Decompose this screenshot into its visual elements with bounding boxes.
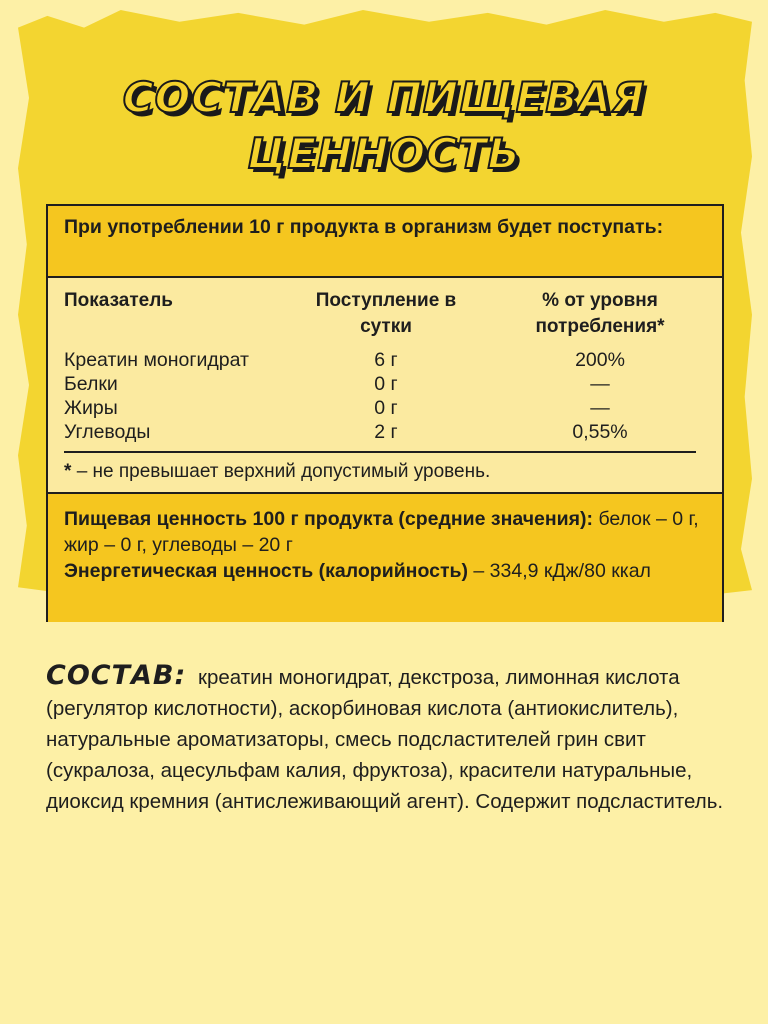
intake-table [48,348,722,444]
energy-value: – 334,9 кДж/80 ккал [473,560,651,582]
row-percent: — [590,397,610,419]
title-line-2: ЦЕННОСТЬ [247,129,521,178]
title-line-1: СОСТАВ И ПИЩЕВАЯ [122,73,646,122]
column-header-indicator: Показатель [64,290,173,311]
nutrition-label: Пищевая ценность 100 г продукта (средние значения): [64,508,594,530]
table-row [48,396,722,420]
row-indicator: Углеводы [64,421,151,443]
row-intake: 2 г [374,421,398,443]
intake-header-text: При употреблении 10 г продукта в организм будет поступать: [64,216,664,238]
row-intake: 0 г [374,397,398,419]
composition-label: СОСТАВ: [46,660,187,691]
row-intake: 0 г [374,373,398,395]
nutrition-value-block [48,492,722,622]
composition-section [46,660,726,817]
energy-label: Энергетическая ценность (калорийность) [64,560,468,582]
composition-text: креатин моногидрат, декстроза, лимонная кислота (регулятор кислотности), аскорбиновая кислота (антиокислитель), натуральные ароматизаторы, смесь подсластителей грин свит (сукралоза, ацесульфам калия, фруктоза), красители натуральные, диоксид кремния (антислеживающий агент). Содержит подсластитель. [46,666,724,813]
column-header-percent: % от уровня потребления* [535,290,665,337]
table-row [48,420,722,444]
table-row [48,348,722,372]
footnote [64,459,490,485]
row-indicator: Белки [64,373,118,395]
footnote-mark: * [64,461,72,482]
row-indicator: Креатин моногидрат [64,349,249,371]
nutrition-values: белок – 0 г, жир – 0 г, углеводы – 20 г [64,508,699,556]
table-divider [64,451,696,453]
nutrition-value-text [64,506,709,584]
table-row [48,372,722,396]
row-percent: 0,55% [572,421,628,443]
row-percent: — [590,373,610,395]
column-header-daily-intake: Поступление в сутки [315,290,457,337]
row-indicator: Жиры [64,397,118,419]
page-title [0,70,768,182]
row-intake: 6 г [374,349,398,371]
intake-header [48,206,722,278]
nutrition-panel [46,204,724,622]
footnote-text: – не превышает верхний допустимый уровень. [76,461,491,482]
row-percent: 200% [575,349,625,371]
